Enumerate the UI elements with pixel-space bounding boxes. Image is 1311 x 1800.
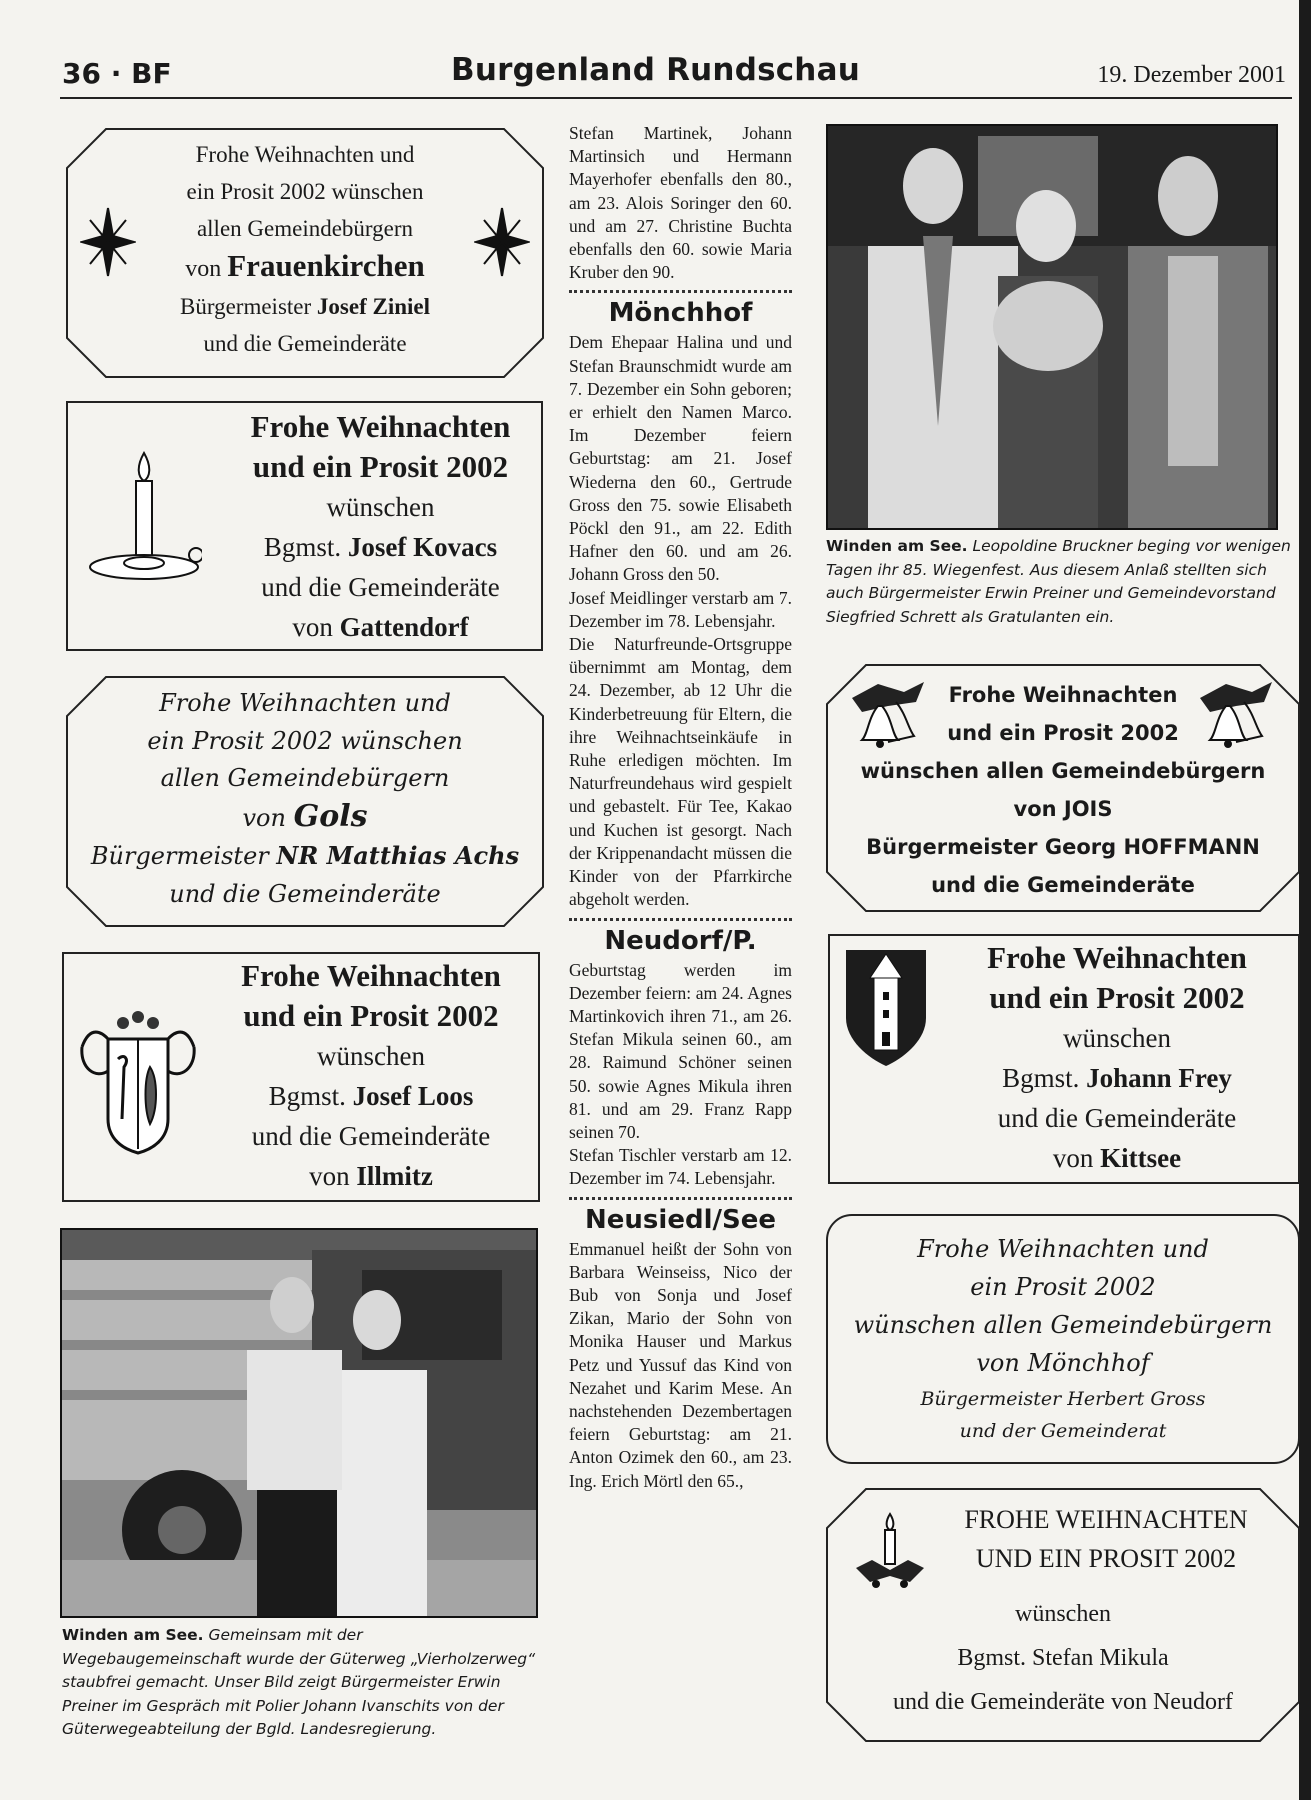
municipality-name: von Mönchhof — [976, 1349, 1150, 1377]
ad-line: wünschen allen Gemeindebürgern — [860, 759, 1266, 783]
ad-line: von — [1052, 1143, 1101, 1173]
section-heading: Neudorf/P. — [604, 925, 757, 956]
ad-greeting: ein Prosit 2002 — [970, 1273, 1156, 1301]
ad-line: von — [185, 256, 228, 282]
news-column — [569, 122, 792, 1493]
ad-illmitz — [62, 952, 540, 1202]
ad-line: wünschen allen Gemeindebürgern — [853, 1311, 1273, 1339]
ad-gattendorf — [66, 401, 543, 651]
ad-line: allen Gemeindebürgern — [160, 764, 450, 792]
tower-crest-icon — [844, 948, 928, 1068]
article-paragraph: Geburtstag werden im Dezember feiern: am 24. Agnes Martinkovich ihren 71., am 26. Stefan Mikula seinen 60., am 28. Raimund Schöner seinen 50. sowie Agnes Mikula ihren 81. und am 29. Franz Rapp seinen 70. — [569, 959, 792, 1142]
ad-line: und die Gemeinderäte — [997, 1103, 1237, 1133]
ad-line: und die Gemeinderäte — [261, 572, 500, 602]
ad-line: wünschen — [326, 492, 435, 522]
ad-greeting: und ein Prosit 2002 — [252, 449, 509, 484]
ad-greeting: UND EIN PROSIT 2002 — [975, 1544, 1237, 1573]
ad-greeting: und ein Prosit 2002 — [989, 980, 1245, 1015]
ad-greeting: FROHE WEIHNACHTEN — [964, 1505, 1248, 1534]
ad-greeting: Frohe Weihnachten — [241, 958, 501, 993]
caption-text: Leopoldine Bruckner beging vor wenigen Tagen ihr 85. Wiegenfest. Aus diesem Anlaß stellten sich auch Bürgermeister Erwin Preiner und Gemeindevorstand Siegfried Schrett als Gratulanten ein. — [826, 537, 1291, 626]
mayor-name: Bürgermeister Georg HOFFMANN — [866, 835, 1260, 859]
municipality-name: Frauenkirchen — [227, 248, 425, 283]
article-paragraph: Stefan Martinek, Johann Martinsich und Hermann Mayerhofer ebenfalls den 80., am 23. Alois Soringer den 60. und am 27. Christine Buchta ebenfalls den 60. sowie Maria Kruber den 90. — [569, 123, 792, 283]
ad-line: und die Gemeinderäte — [931, 873, 1195, 897]
photo-birthday — [826, 124, 1278, 530]
ad-line: Bürgermeister — [90, 842, 277, 870]
municipality-name: Illmitz — [356, 1161, 433, 1191]
ad-line: Frohe Weihnachten und — [195, 142, 415, 167]
candle-icon — [84, 451, 202, 591]
article-paragraph: Die Naturfreunde-Ortsgruppe übernimmt am Montag, dem 24. Dezember, ab 12 Uhr die Kinderbetreuung für Eltern, die ihre Weihnachtseinkäufe in Ruhe erledigen möchten. Im Naturfreundehaus wird gespielt und gebastelt. Für Tee, Kakao und Kuchen ist gesorgt. Nach der Krippenandacht müssen die Kinder von der Pfarrkirche abgeholt werden. — [569, 634, 792, 910]
dotted-divider — [569, 1197, 792, 1200]
dotted-divider — [569, 290, 792, 293]
ad-line: Bgmst. — [268, 1081, 353, 1111]
ad-line: von — [309, 1161, 357, 1191]
coat-of-arms-icon — [78, 1009, 198, 1159]
article-paragraph: Dem Ehepaar Halina und und Stefan Braunschmidt wurde am 7. Dezember ein Sohn geboren; er erhielt den Namen Marco. Im Dezember feiern Geburtstag: am 21. Josef Wiederna den 60., Gertrude Gross den 75. sowie Elisabeth Pöckl den 91., am 22. Edith Hafner den 60. und am 26. Johann Gross den 50. — [569, 332, 792, 585]
ad-line: und die Gemeinderäte von Neudorf — [893, 1689, 1233, 1715]
ad-line: wünschen — [317, 1041, 425, 1071]
ad-line: ein Prosit 2002 wünschen — [186, 179, 424, 204]
ad-line: wünschen — [1063, 1023, 1171, 1053]
ad-line: und die Gemeinderäte — [203, 331, 407, 356]
ad-line: von — [242, 803, 294, 832]
municipality-name: Gattendorf — [339, 612, 469, 642]
ad-greeting: und ein Prosit 2002 — [243, 998, 499, 1033]
photo-illustration — [62, 1230, 536, 1616]
page-edge — [1299, 0, 1311, 1800]
caption-location: Winden am See. — [826, 537, 968, 555]
dotted-divider — [569, 918, 792, 921]
mayor-name: Josef Ziniel — [316, 294, 430, 319]
ad-greeting: Frohe Weihnachten — [250, 409, 511, 444]
photo-caption-bottom — [62, 1624, 538, 1742]
mayor-name: Johann Frey — [1086, 1063, 1232, 1093]
ad-line: wünschen — [1015, 1601, 1111, 1627]
ad-line: und die Gemeinderäte — [251, 1121, 491, 1151]
article-paragraph: Stefan Tischler verstarb am 12. Dezember im 74. Lebensjahr. — [569, 1145, 792, 1189]
ad-line: ein Prosit 2002 wünschen — [147, 726, 463, 755]
ad-line: allen Gemeindebürgern — [196, 216, 414, 241]
header-rule — [60, 97, 1292, 99]
ad-moenchhof — [826, 1214, 1300, 1464]
municipality-name: Kittsee — [1100, 1143, 1182, 1173]
ad-line: Bürgermeister — [180, 294, 317, 319]
ad-line: Bgmst. — [263, 532, 348, 562]
ad-gols — [66, 676, 544, 927]
ad-frauenkirchen — [66, 128, 544, 378]
municipality-name: von JOIS — [1013, 797, 1113, 821]
mayor-name: Bgmst. Stefan Mikula — [957, 1645, 1169, 1671]
newspaper-title: Burgenland Rundschau — [451, 52, 860, 88]
municipality-name: Gols — [293, 798, 368, 834]
ad-line: Bgmst. — [1002, 1063, 1087, 1093]
mayor-name: Josef Loos — [352, 1081, 474, 1111]
ad-kittsee — [828, 934, 1300, 1184]
section-heading: Mönchhof — [608, 298, 753, 329]
article-paragraph: Josef Meidlinger verstarb am 7. Dezember im 78. Lebensjahr. — [569, 587, 792, 631]
section-heading: Neusiedl/See — [585, 1204, 776, 1235]
ad-greeting: Frohe Weihnachten — [948, 683, 1178, 707]
photo-road-construction — [60, 1228, 538, 1618]
ad-line: und der Gemeinderat — [959, 1420, 1167, 1442]
ad-line: und die Gemeinderäte — [169, 879, 441, 908]
ad-greeting: Frohe Weihnachten — [987, 940, 1247, 975]
mayor-name: Josef Kovacs — [347, 532, 498, 562]
ad-greeting: Frohe Weihnachten und — [917, 1235, 1209, 1263]
issue-date: 19. Dezember 2001 — [1097, 62, 1286, 88]
caption-location: Winden am See. — [62, 1626, 204, 1644]
photo-caption-top — [826, 535, 1296, 629]
page-number: 36 · BF — [62, 57, 172, 90]
ad-neudorf — [826, 1488, 1300, 1742]
ad-greeting: und ein Prosit 2002 — [947, 721, 1179, 745]
ad-line: Frohe Weihnachten und — [159, 689, 451, 717]
ad-line: von — [292, 612, 340, 642]
ad-jois — [826, 664, 1300, 912]
photo-illustration — [828, 126, 1276, 528]
mayor-name: NR Matthias Achs — [276, 841, 520, 870]
mayor-name: Bürgermeister Herbert Gross — [920, 1388, 1206, 1410]
article-paragraph: Emmanuel heißt der Sohn von Barbara Weinseiss, Nico der Bub von Sonja und Josef Zikan, Mario der Sohn von Monika Hauser und Markus Petz und Yussuf das Kind von Nezahet und Karim Mese. An nachstehenden Dezembertagen feiern Geburtstag: am 21. Anton Ozimek den 60., am 23. Ing. Erich Mörtl den 65., — [569, 1238, 792, 1491]
caption-text: Gemeinsam mit der Wegebaugemeinschaft wurde der Güterweg „Vierholzerweg“ staubfrei gemacht. Unser Bild zeigt Bürgermeister Erwin Preiner im Gespräch mit Polier Johann Ivanschits von der Güterwegeabteilung der Bgld. Landesregierung. — [62, 1626, 536, 1738]
